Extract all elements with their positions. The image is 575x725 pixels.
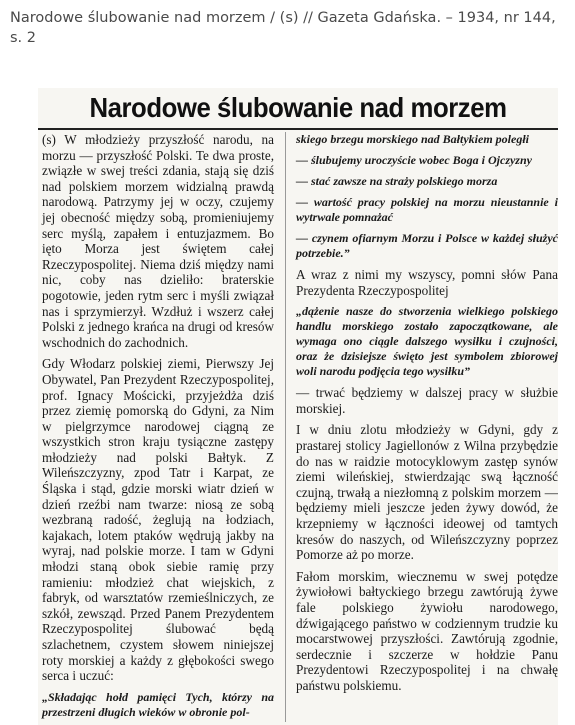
right-column bbox=[296, 132, 558, 699]
column-divider bbox=[285, 132, 286, 722]
paragraph: — trwać będziemy w dalszej pracy w służbie morskiej. bbox=[296, 385, 558, 416]
oath-quote-line: — ślubujemy uroczyście wobec Boga i Ojczyzny bbox=[296, 153, 532, 167]
headline-rule bbox=[38, 128, 558, 130]
paragraph: A wraz z nimi my wszyscy, pomni słów Pana Prezydenta Rzeczypospolitej bbox=[296, 267, 558, 298]
paragraph: Fałom morskim, wiecznemu w swej potędze żywiołowi bałtyckiego brzegu zawtórują żywe fale polskiego żywiołu narodowego, dźwigającego państwo w codziennym trudzie ku mocarstwowej przyszłości. Zawtórują zgodnie, serdecznie i szczerze w hołdzie Panu Prezydentowi Rzeczypospolitej i na chwałę państwu polskiemu. bbox=[296, 568, 558, 693]
president-quote: „dążenie nasze do stworzenia wielkiego polskiego handlu morskiego zostało zapoczątkowane, ale wymaga ono ciągle dalszego wysiłku i czujności, oraz że dzisiejsze święto jest symbolem zbiorowej woli narodu podjęcia tego wysiłku” bbox=[296, 304, 558, 379]
document-caption: Narodowe ślubowanie nad morzem / (s) // Gazeta Gdańska. – 1934, nr 144, s. 2 bbox=[10, 10, 556, 46]
paragraph: Gdy Włodarz polskiej ziemi, Pierwszy Jej Obywatel, Pan Prezydent Rzeczypospolitej, prof. Ignacy Mościcki, przyjeżdża dziś przez ziemię pomorską do Gdyni, za Nim w pielgrzymce narodowej ciągną ze wszystkich stron kraju tysiączne zastępy młodzieży nad polski Bałtyk. Z Wileńszczyzny, zpod Tatr i Karpat, ze Śląska i stąd, gdzie morski wiatr dzień w dzień rzeźbi nam twarze: niosą ze sobą wezbraną radość, żeglują na łodziach, kajakach, lotem ptaków wędrują jakby na wyraj, nad polskie morze. I tam w Gdyni młodzi staną obok siebie ramię przy ramieniu: młodzież chat wiejskich, z fabryk, od warsztatów rzemieślniczych, ze szkół, zewsząd. Przed Panem Prezydentem Rzeczypospolitej ślubować będą szlachetnem, czystem słowem niniejszej roty morskiej a każdy z głębokości swego serca i uczuć: bbox=[42, 356, 274, 684]
left-column bbox=[42, 132, 274, 725]
article-headline: Narodowe ślubowanie nad morzem bbox=[89, 92, 507, 123]
oath-quote-line: — wartość pracy polskiej na morzu nieustannie i wytrwale pomnażać bbox=[296, 195, 558, 224]
oath-quote-line: — czynem ofiarnym Morzu i Polsce w każdej służyć potrzebie.” bbox=[296, 231, 558, 260]
oath-quote-line: skiego brzegu morskiego nad Bałtykiem poległi bbox=[296, 132, 529, 146]
paragraph: (s) W młodzieży przyszłość narodu, na morzu — przyszłość Polski. Te dwa proste, związłe w swej treści zdania, stają się dziś nad polskiem morzem widzialną prawdą narodową. Patrzymy jej w oczy, czujemy jej obecność między sobą, promieniujemy serc myślą, zapałem i entuzjazmem. Bo ięto Morza jest świętem całej Rzeczypospolitej. Niema dziś między nami nic, coby nas dzieliło: braterskie pogotowie, jeden rytm serc i myśli związał nas i sprzymierzył. Wzdłuż i wszerz całej Polski z jednego krańca na drugi od kresów wschodnich do zachodnich. bbox=[42, 132, 274, 350]
oath-quote-line: — stać zawsze na straży polskiego morza bbox=[296, 174, 498, 188]
paragraph: I w dniu zlotu młodzieży w Gdyni, gdy z prastarej stolicy Jagiellonów z Wilna przybędzie do nas w raidzie motocyklowym zastęp synów ziemi wileńskiej, stwierdzając swą łączność czujną, trwałą a niezłomną z polskim morzem — będziemy mieli jeszcze jeden żywy dowód, że krzepniemy w łączności ideowej od tamtych kresów do naszych, od Wileńszczyzny poprzez Pomorze aż po morze. bbox=[296, 422, 558, 563]
newspaper-clipping bbox=[38, 88, 558, 725]
oath-quote-start: „Składając hołd pamięci Tych, którzy na przestrzeni długich wieków w obronie pol- bbox=[42, 689, 274, 719]
